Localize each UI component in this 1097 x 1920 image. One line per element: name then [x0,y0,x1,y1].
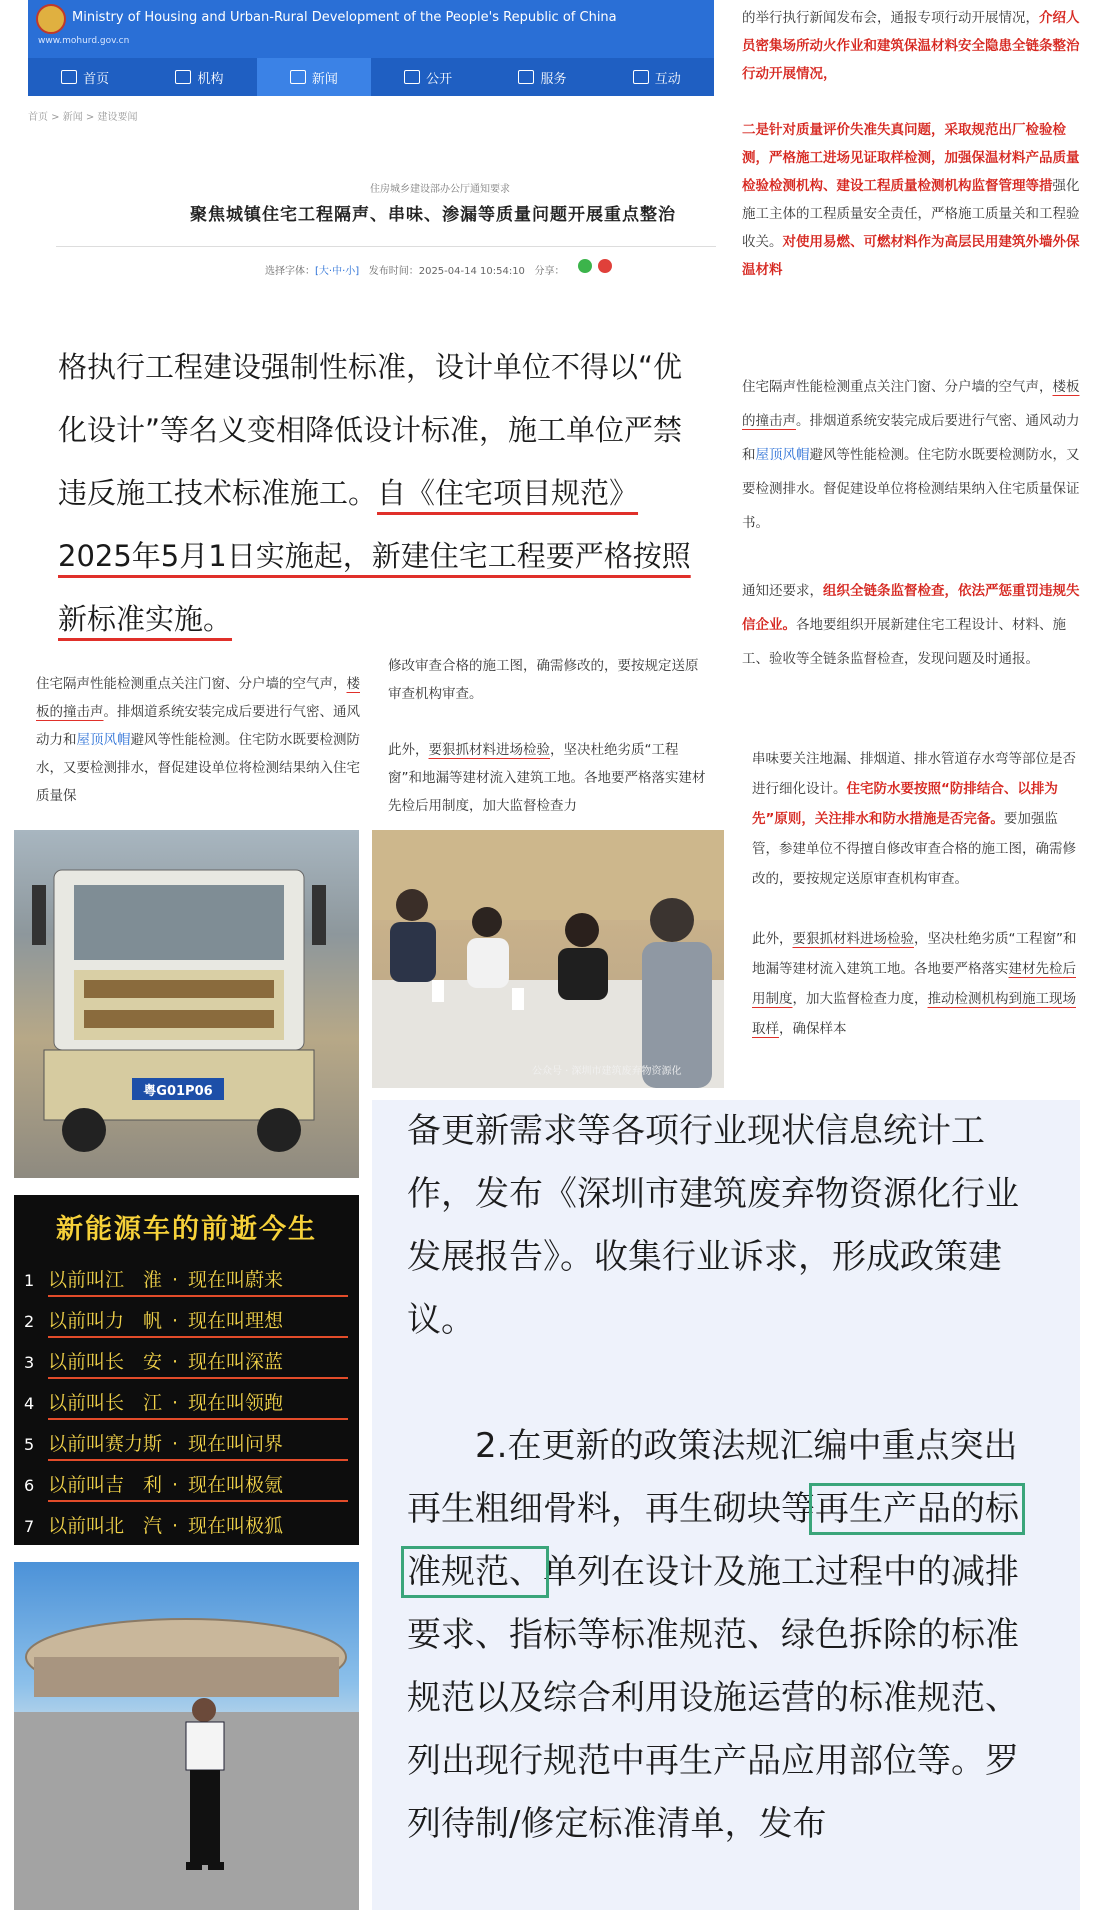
font-size-selector[interactable]: [大·中·小] [315,266,360,277]
list-item: 4 以前叫长 江 · 现在叫领跑 [24,1392,284,1414]
list-item: 5 以前叫赛力斯 · 现在叫问界 [24,1433,284,1455]
building-icon [175,70,191,84]
list-divider [48,1336,348,1338]
nav-public[interactable]: 公开 [371,58,485,96]
nav-services[interactable]: 服务 [485,58,599,96]
list-divider [48,1418,348,1420]
roof-cap-link[interactable]: 屋顶风帽 [76,732,131,748]
list-divider [48,1295,348,1297]
article-title: 聚焦城镇住宅工程隔声、串味、渗漏等质量问题开展重点整治 [190,205,676,225]
wechat-share-icon[interactable] [578,259,592,273]
article-snippet-right-mid: 住宅隔声性能检测重点关注门窗、分户墙的空气声，楼板的撞击声。排烟道系统安装完成后要进行气密、通风动力和屋顶风帽避风等性能检测。住宅防水既要检测防水，又要检测排水。督促建设单位将检测结果纳入住宅质量保证书。 通知还要求，组织全链条监督检查，依法严惩重罚违规失信企业。各地要组织开展新建住宅工程设计、材料、施工、验收等全链条监督检查，发现问题及时通报。 [742,370,1082,720]
nav-interact[interactable]: 互动 [600,58,714,96]
list-divider [48,1459,348,1461]
neon-list-title: 新能源车的前逝今生 [56,1214,317,1245]
article-snippet-left: 住宅隔声性能检测重点关注门窗、分户墙的空气声，楼板的撞击声。排烟道系统安装完成后要进行气密、通风动力和屋顶风帽避风等性能检测。住宅防水既要检测防水，又要检测排水，督促建设单位将检测结果纳入住宅质量保 [36,670,366,818]
ministry-header [28,0,714,96]
nav-news[interactable]: 新闻 [257,58,371,96]
roof-cap-link-2[interactable]: 屋顶风帽 [755,447,810,463]
publish-time: 发布时间：2025-04-14 10:54:10 [368,266,525,277]
highlighted-box: 再生产品的标准规范、 [407,1489,1019,1592]
list-item: 1 以前叫江 淮 · 现在叫蔚来 [24,1269,284,1291]
underlined-key-sentence: 自《住宅项目规范》2025年5月1日实施起，新建住宅工程要严格按照新标准实施。 [58,476,691,636]
license-plate-text: 粤G01P06 [143,1084,213,1099]
stadium-photo [14,1562,359,1910]
nav-institutions[interactable]: 机构 [142,58,256,96]
article-snippet-right-top: 的举行执行新闻发布会，通报专项行动开展情况，介绍人员密集场所动火作业和建筑保温材料安全隐患全链条整治行动开展情况， 二是针对质量评价失准失真问题，采取规范出厂检验检测，严格施工进场见证取样检测，加强保温材料产品质量检验检测机构、建设工程质量检测机构监督管理等措强化施工主体的工程质量安全责任，严格施工质量关和工程验收关。对使用易燃、可燃材料作为高层民用建筑外墙外保温材料 [742,4,1082,344]
photo-watermark: 公众号 · 深圳市建筑废弃物资源化 [532,1066,682,1077]
nav-home[interactable]: 首页 [28,58,142,96]
title-divider [56,246,716,247]
article-notice: 住房城乡建设部办公厅通知要求 [370,184,510,195]
ministry-name: Ministry of Housing and Urban-Rural Development of the People's Republic of China [72,10,617,25]
neon-car-list [14,1195,359,1545]
site-domain: www.mohurd.gov.cn [38,36,130,46]
main-nav [28,58,714,96]
person-icon [518,70,534,84]
meeting-photo [372,830,724,1088]
article-snippet-right-low: 串味要关注地漏、排烟道、排水管道存水弯等部位是否进行细化设计。住宅防水要按照“防排结合、以排为先”原则，关注排水和防水措施是否完备。要加强监管，参建单位不得擅自修改审查合格的施工图，确需修改的，要按规定送原审查机构审查。 此外，要狠抓材料进场检验，坚决杜绝劣质“工程窗”和地漏等建材流入建筑工地。各地要严格落实建材先检后用制度，加大监督检查力度，推动检测机构到施工现场取样，确保样本 [752,744,1082,1088]
folder-icon [404,70,420,84]
national-emblem-icon [36,4,66,34]
policy-paragraph-1: 备更新需求等各项行业现状信息统计工作，发布《深圳市建筑废弃物资源化行业发展报告》。收集行业诉求，形成政策建议。 [407,1111,1019,1340]
chat-icon [633,70,649,84]
truck-photo [14,830,359,1178]
policy-text-panel: 备更新需求等各项行业现状信息统计工作，发布《深圳市建筑废弃物资源化行业发展报告》。收集行业诉求，形成政策建议。 2.在更新的政策法规汇编中重点突出再生粗细骨料，再生砌块等再生产品的标准规范、单列在设计及施工过程中的减排要求、指标等标准规范、绿色拆除的标准规范以及综合利用设施运营的标准规范、列出现行规范中再生产品应用部位等。罗列待制/修定标准清单，发布 [372,1100,1080,1910]
list-item: 6 以前叫吉 利 · 现在叫极氪 [24,1474,284,1496]
highlighted-excerpt: 格执行工程建设强制性标准，设计单位不得以“优化设计”等名义变相降低设计标准，施工单位严禁违反施工技术标准施工。自《住宅项目规范》2025年5月1日实施起，新建住宅工程要严格按照新标准实施。 [58,350,691,636]
list-item: 7 以前叫北 汽 · 现在叫极狐 [24,1515,284,1537]
article-snippet-middle: 修改审查合格的施工图，确需修改的，要按规定送原审查机构审查。 此外，要狠抓材料进场检验，坚决杜绝劣质“工程窗”和地漏等建材流入建筑工地。各地要严格落实建材先检后用制度，加大监督检查力 [388,652,708,818]
document-icon [290,70,306,84]
list-divider [48,1500,348,1502]
list-item: 3 以前叫长 安 · 现在叫深蓝 [24,1351,284,1373]
truck-illustration [14,830,359,1178]
weibo-share-icon[interactable] [598,259,612,273]
home-icon [61,70,77,84]
article-meta: 选择字体：[大·中·小] 发布时间：2025-04-14 10:54:10 分享： [265,266,565,277]
breadcrumb[interactable]: 首页 > 新闻 > 建设要闻 [28,112,138,123]
list-divider [48,1377,348,1379]
meeting-illustration [372,830,724,1088]
stadium-illustration [14,1562,359,1910]
policy-paragraph-2: 2.在更新的政策法规汇编中重点突出再生粗细骨料，再生砌块等 [407,1426,1018,1529]
list-item: 2 以前叫力 帆 · 现在叫理想 [24,1310,284,1332]
